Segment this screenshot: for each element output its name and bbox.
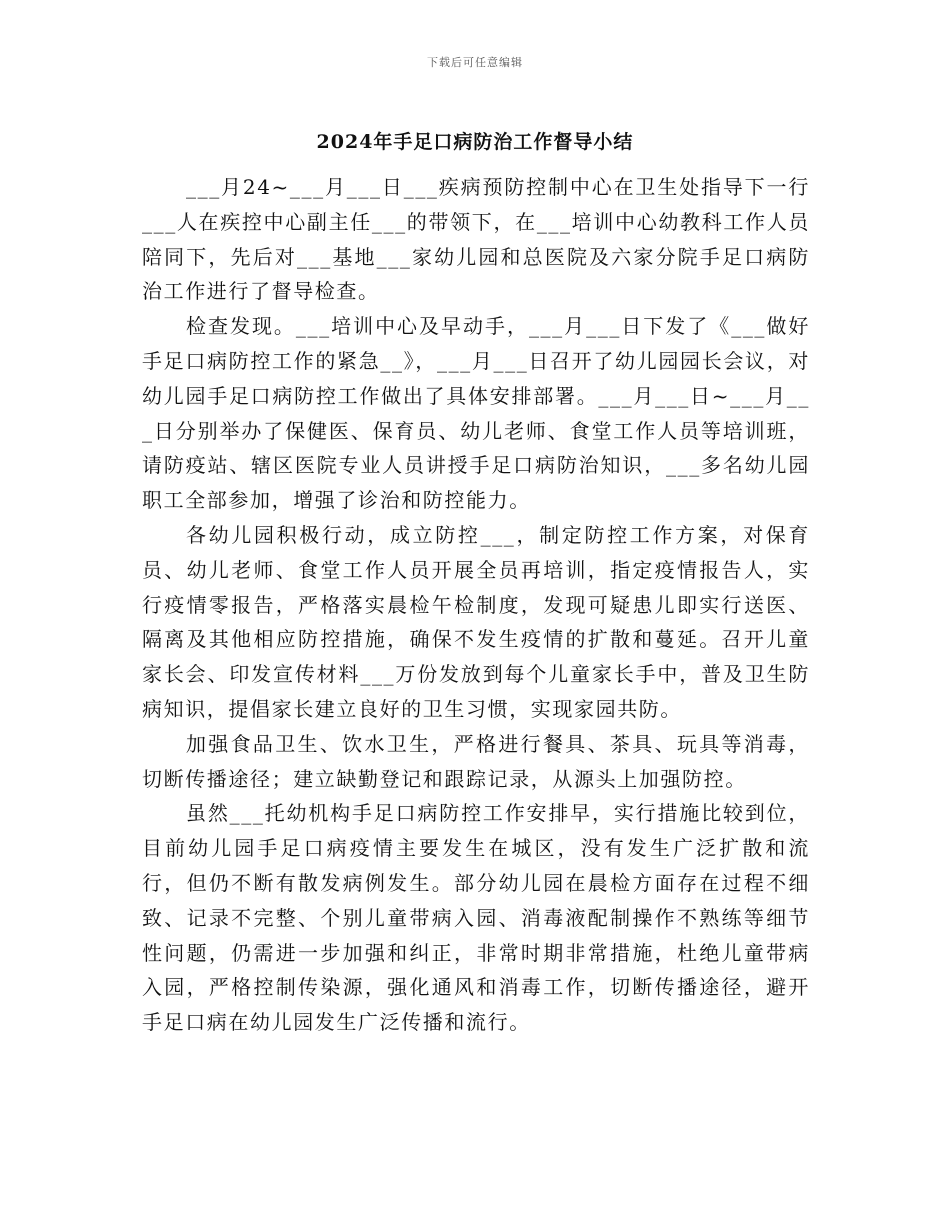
paragraph-inspection-findings: 检查发现。___培训中心及早动手，___月___日下发了《___做好手足口病防控工作的紧急__》，___月___日召开了幼儿园园长会议，对幼儿园手足口病防控工作做出了具体安排部署。___月___日~___月___日分别举办了保健医、保育员、幼儿老师、食堂工作人员等培训班，请防疫站、辖区医院专业人员讲授手足口病防治知识，___多名幼儿园职工全部参加，增强了诊治和防控能力。 bbox=[142, 314, 810, 513]
document-body bbox=[142, 170, 810, 1040]
paragraph-problems: 虽然___托幼机构手足口病防控工作安排早，实行措施比较到位，目前幼儿园手足口病疫情主要发生在城区，没有发生广泛扩散和流行，但仍不断有散发病例发生。部分幼儿园在晨检方面存在过程不细致、记录不完整、个别儿童带病入园、消毒液配制操作不熟练等细节性问题，仍需进一步加强和纠正，非常时期非常措施，杜绝儿童带病入园，严格控制传染源，强化通风和消毒工作，切断传播途径，避开手足口病在幼儿园发生广泛传播和流行。 bbox=[142, 801, 810, 1035]
paragraph-kindergarten-actions: 各幼儿园积极行动，成立防控___，制定防控工作方案，对保育员、幼儿老师、食堂工作人员开展全员再培训，指定疫情报告人，实行疫情零报告，严格落实晨检午检制度，发现可疑患儿即实行送医、隔离及其他相应防控措施，确保不发生疫情的扩散和蔓延。召开儿童家长会、印发宣传材料___万份发放到每个儿童家长手中，普及卫生防病知识，提倡家长建立良好的卫生习惯，实现家园共防。 bbox=[142, 522, 810, 721]
paragraph-intro: ___月24~___月___日___疾病预防控制中心在卫生处指导下一行___人在疾控中心副主任___的带领下，在___培训中心幼教科工作人员陪同下，先后对___基地___家幼儿园和总医院及六家分院手足口病防治工作进行了督导检查。 bbox=[142, 175, 810, 304]
document-title: 2024年手足口病防治工作督导小结 bbox=[316, 131, 634, 153]
page-header-note: 下载后可任意编辑 bbox=[427, 56, 523, 69]
paragraph-hygiene-measures: 加强食品卫生、饮水卫生，严格进行餐具、茶具、玩具等消毒，切断传播途径；建立缺勤登记和跟踪记录，从源头上加强防控。 bbox=[142, 731, 810, 791]
